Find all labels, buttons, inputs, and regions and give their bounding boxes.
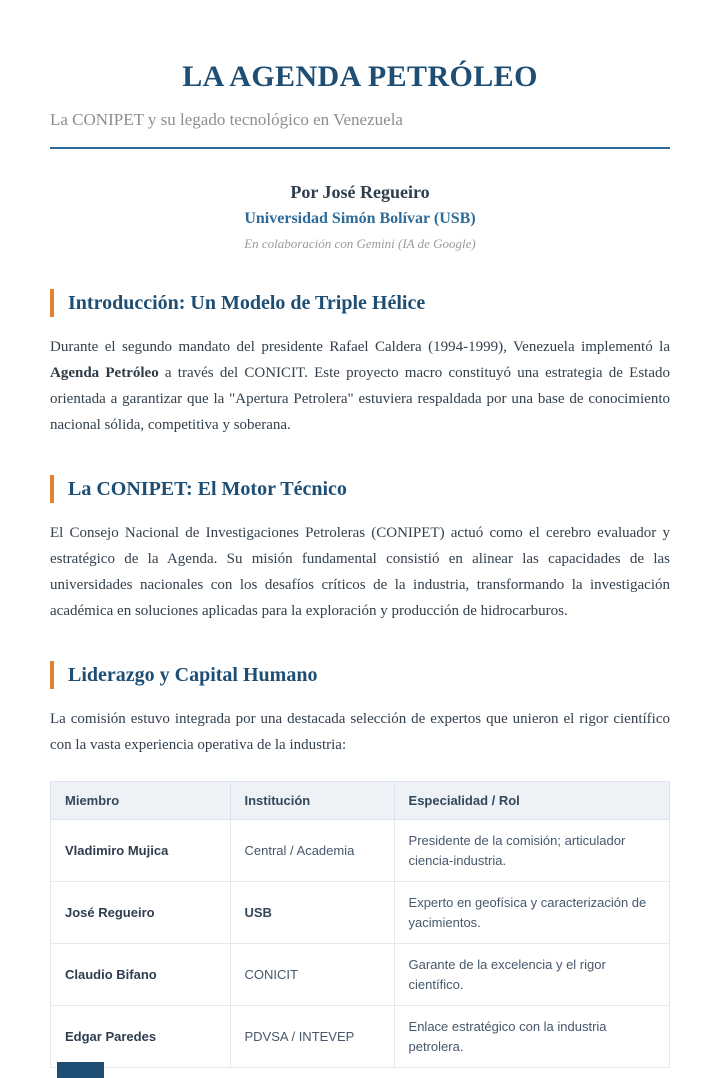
title-divider <box>50 147 670 149</box>
members-table <box>50 781 670 1068</box>
byline <box>50 182 670 252</box>
member-name: José Regueiro <box>51 882 231 944</box>
section-accent-bar <box>50 289 54 317</box>
table-header-row <box>51 782 670 820</box>
table-row <box>51 1006 670 1068</box>
section-heading-liderazgo <box>50 661 670 689</box>
member-institution: Central / Academia <box>230 820 394 882</box>
member-name: Vladimiro Mujica <box>51 820 231 882</box>
section-accent-bar <box>50 661 54 689</box>
byline-affiliation: Universidad Simón Bolívar (USB) <box>244 210 476 227</box>
next-section-cutoff-box <box>57 1062 104 1078</box>
member-institution: PDVSA / INTEVEP <box>230 1006 394 1068</box>
table-row <box>51 944 670 1006</box>
member-role: Experto en geofísica y caracterización de yacimientos. <box>394 882 669 944</box>
paragraph-introduccion <box>50 334 670 438</box>
byline-author: Por José Regueiro <box>290 182 430 202</box>
member-role: Garante de la excelencia y el rigor científico. <box>394 944 669 1006</box>
member-role: Presidente de la comisión; articulador ciencia-industria. <box>394 820 669 882</box>
document-page <box>0 60 720 1078</box>
section-heading-conipet <box>50 475 670 503</box>
member-name: Edgar Paredes <box>51 1006 231 1068</box>
paragraph-text: a través del CONICIT. Este proyecto macro constituyó una estrategia de Estado orientada a garantizar que la "Apertura Petrolera" estuviera respaldada por una base de conocimiento nacional sólida, competitiva y soberana. <box>50 365 670 433</box>
paragraph-liderazgo: La comisión estuvo integrada por una destacada selección de expertos que unieron el rigor científico con la vasta experiencia operativa de la industria: <box>50 711 670 753</box>
table-row <box>51 882 670 944</box>
member-institution: USB <box>230 882 394 944</box>
paragraph-text: Durante el segundo mandato del presidente Rafael Caldera (1994-1999), Venezuela implementó la <box>50 339 670 355</box>
section-title: La CONIPET: El Motor Técnico <box>68 478 347 500</box>
section-title: Introducción: Un Modelo de Triple Hélice <box>68 292 426 314</box>
page-title: LA AGENDA PETRÓLEO <box>182 60 538 93</box>
column-header-institucion: Institución <box>230 782 394 820</box>
column-header-especialidad: Especialidad / Rol <box>394 782 669 820</box>
section-heading-introduccion <box>50 289 670 317</box>
section-title: Liderazgo y Capital Humano <box>68 664 318 686</box>
section-accent-bar <box>50 475 54 503</box>
member-name: Claudio Bifano <box>51 944 231 1006</box>
page-subtitle: La CONIPET y su legado tecnológico en Venezuela <box>50 110 403 129</box>
member-role: Enlace estratégico con la industria petrolera. <box>394 1006 669 1068</box>
paragraph-bold-phrase: Agenda Petróleo <box>50 365 159 381</box>
byline-collaboration: En colaboración con Gemini (IA de Google) <box>244 236 476 251</box>
paragraph-conipet: El Consejo Nacional de Investigaciones Petroleras (CONIPET) actuó como el cerebro evaluador y estratégico de la Agenda. Su misión fundamental consistió en alinear las capacidades de las universidades nacionales con los desafíos críticos de la industria, transformando la investigación académica en soluciones aplicadas para la exploración y producción de hidrocarburos. <box>50 525 670 619</box>
column-header-miembro: Miembro <box>51 782 231 820</box>
member-institution: CONICIT <box>230 944 394 1006</box>
table-row <box>51 820 670 882</box>
